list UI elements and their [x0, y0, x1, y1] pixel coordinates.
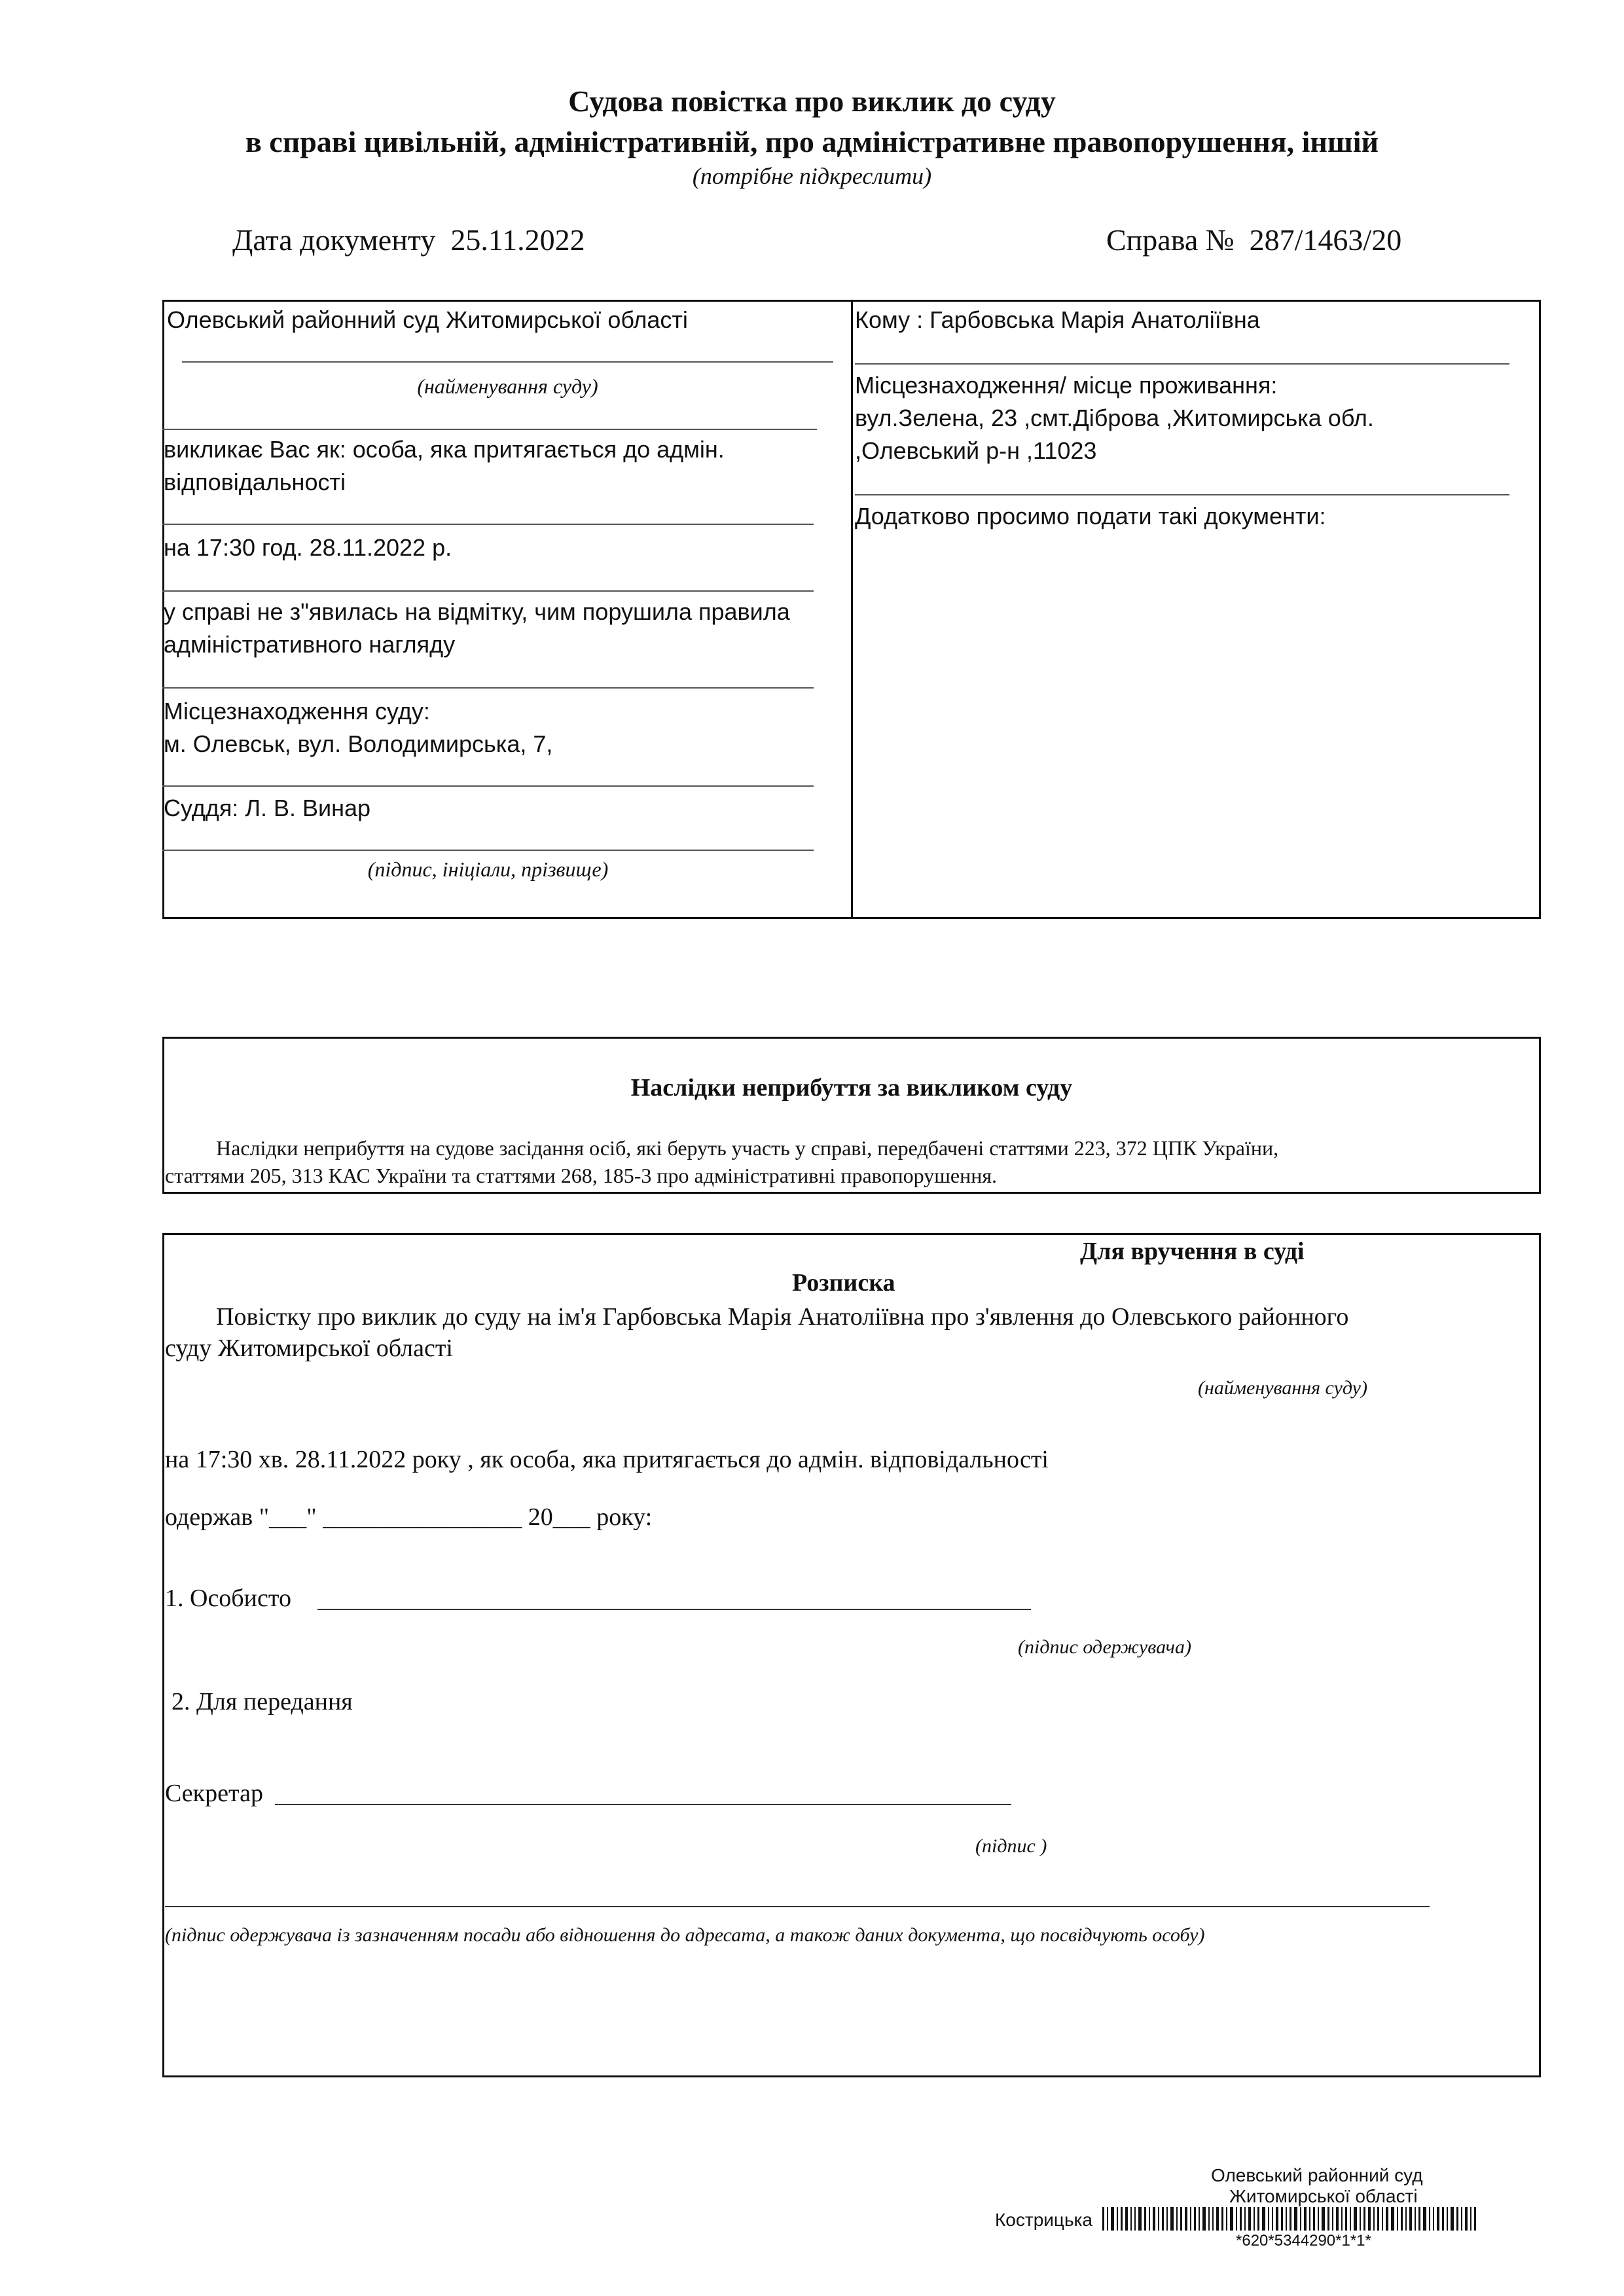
barcode-bar — [1262, 2207, 1265, 2231]
barcode-bar — [1117, 2207, 1118, 2231]
barcode-bar — [1322, 2207, 1325, 2231]
rule — [162, 590, 814, 592]
stamp-court-line-1: Олевський районний суд — [1211, 2165, 1423, 2185]
barcode-bar — [1170, 2207, 1174, 2231]
footer-caption: (підпис одержувача із зазначенням посади або відношення до адресата, а також даних документа, що посвідчують особу) — [165, 1924, 1205, 1946]
barcode-bar — [1433, 2207, 1434, 2231]
barcode-bar — [1125, 2207, 1128, 2231]
barcode-bar — [1429, 2207, 1430, 2231]
summons-as: викликає Вас як: особа, яка притягається до адмін. відповідальності — [164, 436, 725, 495]
barcode-bar — [1153, 2207, 1155, 2231]
time-line: на 17:30 год. 28.11.2022 р. — [164, 534, 452, 561]
rule — [162, 524, 814, 525]
stamp-court-line-2: Житомирської області — [1229, 2186, 1418, 2206]
extra-documents: Додатково просимо подати такі документи: — [855, 503, 1326, 529]
barcode-bar — [1268, 2207, 1269, 2231]
barcode-bar — [1447, 2207, 1448, 2231]
barcode-bar — [1373, 2207, 1375, 2231]
court-name: Олевський районний суд Житомирської області — [167, 306, 688, 333]
recipient-signature-caption: (підпис одержувача) — [1018, 1636, 1191, 1658]
recipient: Кому : Гарбовська Марія Анатоліївна — [855, 306, 1260, 333]
barcode-bar — [1248, 2207, 1251, 2231]
consequences-title: Наслідки неприбуття за викликом суду — [630, 1074, 1073, 1102]
barcode-bar — [1212, 2207, 1214, 2231]
judge-caption: (підпис, ініціали, прізвище) — [367, 857, 609, 881]
subtitle: (потрібне підкреслити) — [692, 163, 932, 189]
barcode-bar — [1272, 2207, 1273, 2231]
barcode-bar — [1336, 2207, 1339, 2231]
rule — [855, 494, 1509, 495]
consequences-text-line-1: Наслідки неприбуття на судове засідання осіб, які беруть участь у справі, передбачені статтями 223, 372 ЦПК України, — [216, 1136, 1279, 1160]
barcode-bar — [1286, 2207, 1287, 2231]
barcode-bar — [1397, 2207, 1398, 2231]
barcode-bar — [1257, 2207, 1259, 2231]
barcode-bar — [1318, 2207, 1319, 2231]
barcode-bar — [1190, 2207, 1191, 2231]
barcode-bar — [1199, 2207, 1200, 2231]
rule — [162, 429, 817, 430]
personally-label: 1. Особисто — [165, 1585, 291, 1612]
barcode-bar — [1470, 2207, 1471, 2231]
barcode-bar — [1290, 2207, 1291, 2231]
received-date-line: одержав "___" ________________ 20___ року: — [165, 1503, 653, 1531]
barcode-bar — [1415, 2207, 1416, 2231]
column-divider — [851, 300, 853, 919]
barcode-bar — [1332, 2207, 1333, 2231]
court-location-label: Місцезнаходження суду: — [164, 698, 430, 725]
barcode-bar — [1345, 2207, 1347, 2231]
barcode-bar — [1300, 2207, 1301, 2231]
secretary-signature-line — [275, 1804, 1011, 1805]
barcode-bar — [1354, 2207, 1357, 2231]
clerk-name: Кострицька — [995, 2210, 1092, 2230]
barcode-bar — [1437, 2207, 1439, 2231]
barcode-bar — [1130, 2207, 1132, 2231]
barcode-bar — [1180, 2207, 1182, 2231]
receipt-time-line: на 17:30 хв. 28.11.2022 року , як особа, яка притягається до адмін. відповідальності — [165, 1446, 1049, 1473]
barcode-bar — [1194, 2207, 1196, 2231]
barcode-bar — [1377, 2207, 1379, 2231]
case-number-value: 287/1463/20 — [1249, 223, 1402, 257]
rule — [855, 363, 1509, 365]
case-number-label: Справа № — [1106, 223, 1235, 257]
barcode-bar — [1281, 2207, 1283, 2231]
barcode-bar — [1313, 2207, 1315, 2231]
case-description: у справі не з"явилась на відмітку, чим порушила правила адміністративного нагляду — [164, 598, 790, 658]
for-court-label: Для вручення в суді — [1080, 1238, 1305, 1265]
barcode-bar — [1216, 2207, 1219, 2231]
barcode-bar — [1382, 2207, 1383, 2231]
footer-signature-line — [165, 1906, 1430, 1907]
barcode-bar — [1456, 2207, 1458, 2231]
barcode-bar — [1138, 2207, 1142, 2231]
barcode-bar — [1107, 2207, 1108, 2231]
consequences-text-line-2: статтями 205, 313 КАС України та статтями 268, 185-3 про адміністративні правопорушення. — [165, 1164, 998, 1187]
barcode-bar — [1451, 2207, 1454, 2231]
document-date-label: Дата документу — [232, 223, 436, 257]
barcode-bar — [1176, 2207, 1178, 2231]
personally-signature-line — [317, 1609, 1031, 1610]
barcode-bar — [1121, 2207, 1123, 2231]
barcode-bar — [1236, 2207, 1237, 2231]
barcode-bar — [1134, 2207, 1136, 2231]
secretary-signature-caption: (підпис ) — [975, 1835, 1047, 1857]
transfer-label: 2. Для передання — [171, 1688, 353, 1715]
barcode-bar — [1360, 2207, 1361, 2231]
barcode-bar — [1368, 2207, 1371, 2231]
barcode-bar — [1144, 2207, 1146, 2231]
barcode — [1102, 2207, 1547, 2231]
title-line-1: Судова повістка про виклик до суду — [568, 84, 1056, 118]
barcode-bar — [1304, 2207, 1307, 2231]
barcode-bar — [1363, 2207, 1365, 2231]
receipt-line-2: суду Житомирської області — [165, 1335, 453, 1362]
barcode-bar — [1102, 2207, 1104, 2231]
rule — [162, 850, 814, 851]
barcode-bar — [1149, 2207, 1150, 2231]
barcode-bar — [1409, 2207, 1412, 2231]
barcode-bar — [1465, 2207, 1468, 2231]
barcode-bar — [1111, 2207, 1114, 2231]
barcode-bar — [1254, 2207, 1255, 2231]
barcode-number: *620*5344290*1*1* — [1236, 2232, 1371, 2250]
barcode-bar — [1185, 2207, 1187, 2231]
barcode-bar — [1230, 2207, 1233, 2231]
court-name-caption: (найменування суду) — [417, 374, 598, 398]
barcode-bar — [1294, 2207, 1297, 2231]
case-number — [1106, 223, 1401, 257]
document-date-value: 25.11.2022 — [450, 223, 585, 257]
rule — [162, 785, 814, 787]
barcode-bar — [1423, 2207, 1426, 2231]
barcode-bar — [1309, 2207, 1310, 2231]
barcode-bar — [1350, 2207, 1351, 2231]
barcode-bar — [1405, 2207, 1407, 2231]
barcode-bar — [1461, 2207, 1462, 2231]
barcode-bar — [1202, 2207, 1206, 2231]
receipt-line-1: Повістку про виклик до суду на ім'я Гарбовська Марія Анатоліївна про з'явлення до Олевського районного — [216, 1303, 1349, 1331]
barcode-bar — [1442, 2207, 1444, 2231]
receipt-title: Розписка — [792, 1269, 895, 1297]
barcode-bar — [1418, 2207, 1420, 2231]
barcode-bar — [1162, 2207, 1164, 2231]
barcode-bar — [1244, 2207, 1246, 2231]
barcode-bar — [1158, 2207, 1159, 2231]
rule — [162, 687, 814, 689]
court-location: м. Олевськ, вул. Володимирська, 7, — [164, 730, 553, 757]
receipt-court-caption: (найменування суду) — [1198, 1377, 1367, 1399]
barcode-bar — [1226, 2207, 1227, 2231]
barcode-bar — [1401, 2207, 1403, 2231]
rule — [182, 361, 833, 363]
barcode-bar — [1474, 2207, 1476, 2231]
secretary-label: Секретар — [165, 1780, 263, 1807]
barcode-bar — [1391, 2207, 1394, 2231]
barcode-bar — [1166, 2207, 1168, 2231]
barcode-bar — [1240, 2207, 1242, 2231]
barcode-bar — [1386, 2207, 1388, 2231]
residence-line-2: ,Олевський р-н ,11023 — [855, 437, 1097, 464]
judge: Суддя: Л. В. Винар — [164, 795, 371, 821]
residence-line-1: вул.Зелена, 23 ,смт.Діброва ,Житомирська обл. — [855, 404, 1374, 431]
residence-label: Місцезнаходження/ місце проживання: — [855, 372, 1278, 399]
barcode-bar — [1341, 2207, 1343, 2231]
barcode-bar — [1327, 2207, 1329, 2231]
title-line-2: в справі цивільній, адміністративній, про адміністративне правопорушення, іншій — [245, 125, 1379, 158]
barcode-bar — [1221, 2207, 1223, 2231]
barcode-bar — [1208, 2207, 1210, 2231]
document-date — [232, 223, 585, 257]
barcode-bar — [1276, 2207, 1278, 2231]
